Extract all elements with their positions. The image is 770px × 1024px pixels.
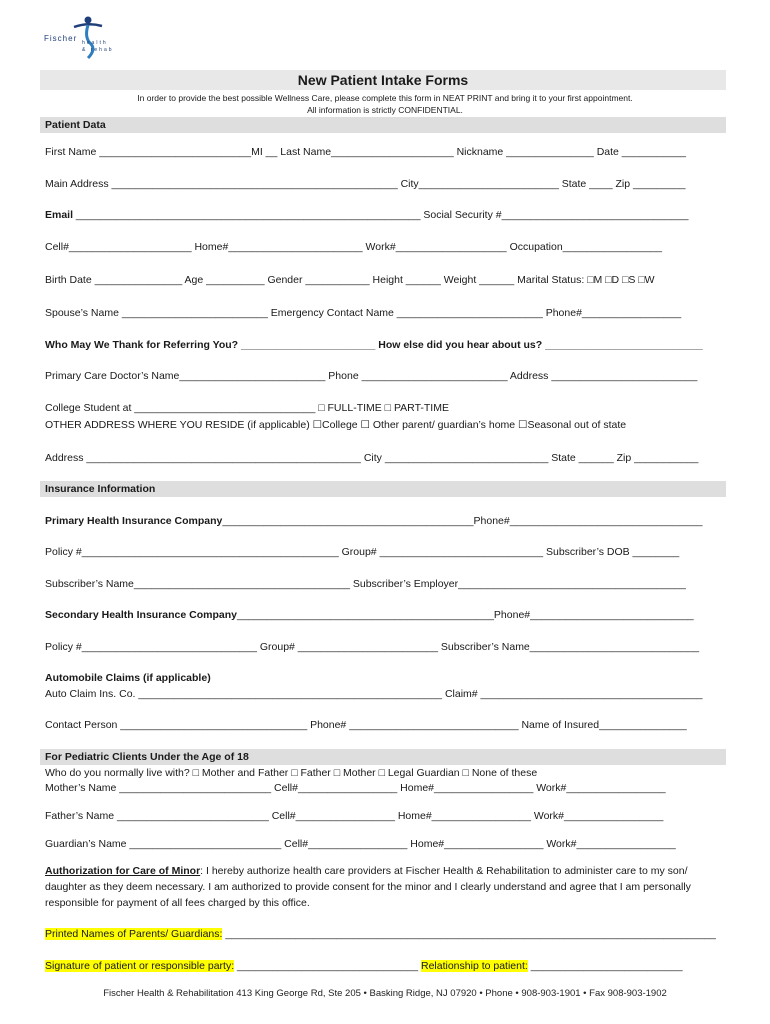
logo-brand: Fischer	[44, 34, 78, 43]
signature-field[interactable]: _______________________________	[234, 960, 421, 972]
contact-person-row[interactable]: Contact Person ________________________________ Phone# _____________________________ Name of Insured_______________	[45, 719, 687, 731]
college-row[interactable]: College Student at _______________________________ □ FULL-TIME □ PART-TIME	[45, 402, 449, 414]
policy-row-1[interactable]: Policy #____________________________________________ Group# ____________________________ Subscriber’s DOB ________	[45, 546, 680, 558]
relationship-field[interactable]: __________________________	[527, 960, 683, 972]
automobile-claims-heading: Automobile Claims (if applicable)	[45, 672, 211, 684]
address-row[interactable]: Address _______________________________________________ City ____________________________ State ______ Zip ___________	[45, 452, 699, 464]
primary-doctor-row[interactable]: Primary Care Doctor’s Name_________________________ Phone _________________________ Address _________________________	[45, 370, 698, 382]
subscriber-row[interactable]: Subscriber’s Name_____________________________________ Subscriber’s Employer_______________________________________	[45, 578, 686, 590]
email-label: Email	[45, 209, 74, 221]
secondary-insurance-row[interactable]	[45, 609, 725, 621]
primary-insurance-field[interactable]: ___________________________________________Phone#_________________________________	[222, 515, 703, 527]
authorization-label: Authorization for Care of Minor	[45, 865, 201, 877]
printed-names-label: Printed Names of Parents/ Guardians:	[45, 928, 223, 940]
printed-names-field[interactable]: ____________________________________________________________________________________	[222, 928, 716, 940]
auto-claim-row[interactable]: Auto Claim Ins. Co. ____________________________________________________ Claim# ______________________________________	[45, 688, 703, 700]
guardian-row[interactable]: Guardian’s Name __________________________ Cell#_________________ Home#_________________ Work#_________________	[45, 838, 676, 850]
policy-row-2[interactable]: Policy #______________________________ Group# ________________________ Subscriber’s Name_____________________________	[45, 641, 700, 653]
section-pediatric: For Pediatric Clients Under the Age of 18	[40, 749, 726, 765]
phone-row[interactable]: Cell#_____________________ Home#_______________________ Work#___________________ Occupation_________________	[45, 241, 662, 253]
signature-row[interactable]	[45, 960, 725, 972]
primary-insurance-row[interactable]	[45, 515, 725, 527]
primary-insurance-label: Primary Health Insurance Company	[45, 515, 223, 527]
footer-contact: Fischer Health & Rehabilitation 413 King George Rd, Ste 205 • Basking Ridge, NJ 07920 • Phone • 908-903-1901 • Fax 908-903-1902	[103, 988, 667, 999]
birth-date-row[interactable]: Birth Date _______________ Age __________ Gender ___________ Height ______ Weight ______ Marital Status: □M □D □S □W	[45, 274, 655, 286]
mother-row[interactable]: Mother’s Name __________________________ Cell#_________________ Home#_________________ Work#_________________	[45, 782, 666, 794]
spouse-row[interactable]: Spouse’s Name _________________________ Emergency Contact Name _________________________ Phone#_________________	[45, 307, 682, 319]
father-row[interactable]: Father’s Name __________________________ Cell#_________________ Home#_________________ Work#_________________	[45, 810, 664, 822]
email-row[interactable]	[45, 209, 725, 221]
logo-subtext: health & rehab	[82, 40, 114, 53]
printed-names-row[interactable]	[45, 928, 725, 940]
intro-line-1: In order to provide the best possible Wellness Care, please complete this form in NEAT PRINT and bring it to your first appointment.	[137, 93, 633, 103]
secondary-insurance-field[interactable]: ____________________________________________Phone#____________________________	[236, 609, 694, 621]
authorization-text: : I hereby authorize health care providers at Fischer Health & Rehabilitation to administer care to my son/ daughter as they deem necessary. I am authorized to provide consent for the minor and I clearly understand and agree that I am personally responsible for payment of all fees charged by this office.	[45, 865, 691, 909]
live-with-row[interactable]: Who do you normally live with? □ Mother and Father □ Father □ Mother □ Legal Guardian □ None of these	[45, 767, 538, 779]
section-insurance: Insurance Information	[40, 481, 726, 497]
signature-label: Signature of patient or responsible party:	[45, 960, 235, 972]
other-address-row[interactable]: OTHER ADDRESS WHERE YOU RESIDE (if applicable) ☐College ☐ Other parent/ guardian’s home ☐Seasonal out of state	[45, 419, 627, 431]
authorization-paragraph	[45, 863, 730, 911]
relationship-label: Relationship to patient:	[421, 960, 528, 972]
referral-row[interactable]: Who May We Thank for Referring You? _______________________ How else did you hear about us? ___________________________	[45, 339, 703, 351]
form-title: New Patient Intake Forms	[297, 72, 469, 88]
intro-line-2: All information is strictly CONFIDENTIAL.	[307, 105, 463, 115]
email-field[interactable]: ___________________________________________________________ Social Security #________________________________	[73, 209, 689, 221]
secondary-insurance-label: Secondary Health Insurance Company	[45, 609, 237, 621]
section-patient-data: Patient Data	[40, 117, 726, 133]
first-name-row[interactable]: First Name __________________________MI __ Last Name_____________________ Nickname _______________ Date ___________	[45, 146, 687, 158]
main-address-row[interactable]: Main Address _________________________________________________ City________________________ State ____ Zip _________	[45, 178, 686, 190]
